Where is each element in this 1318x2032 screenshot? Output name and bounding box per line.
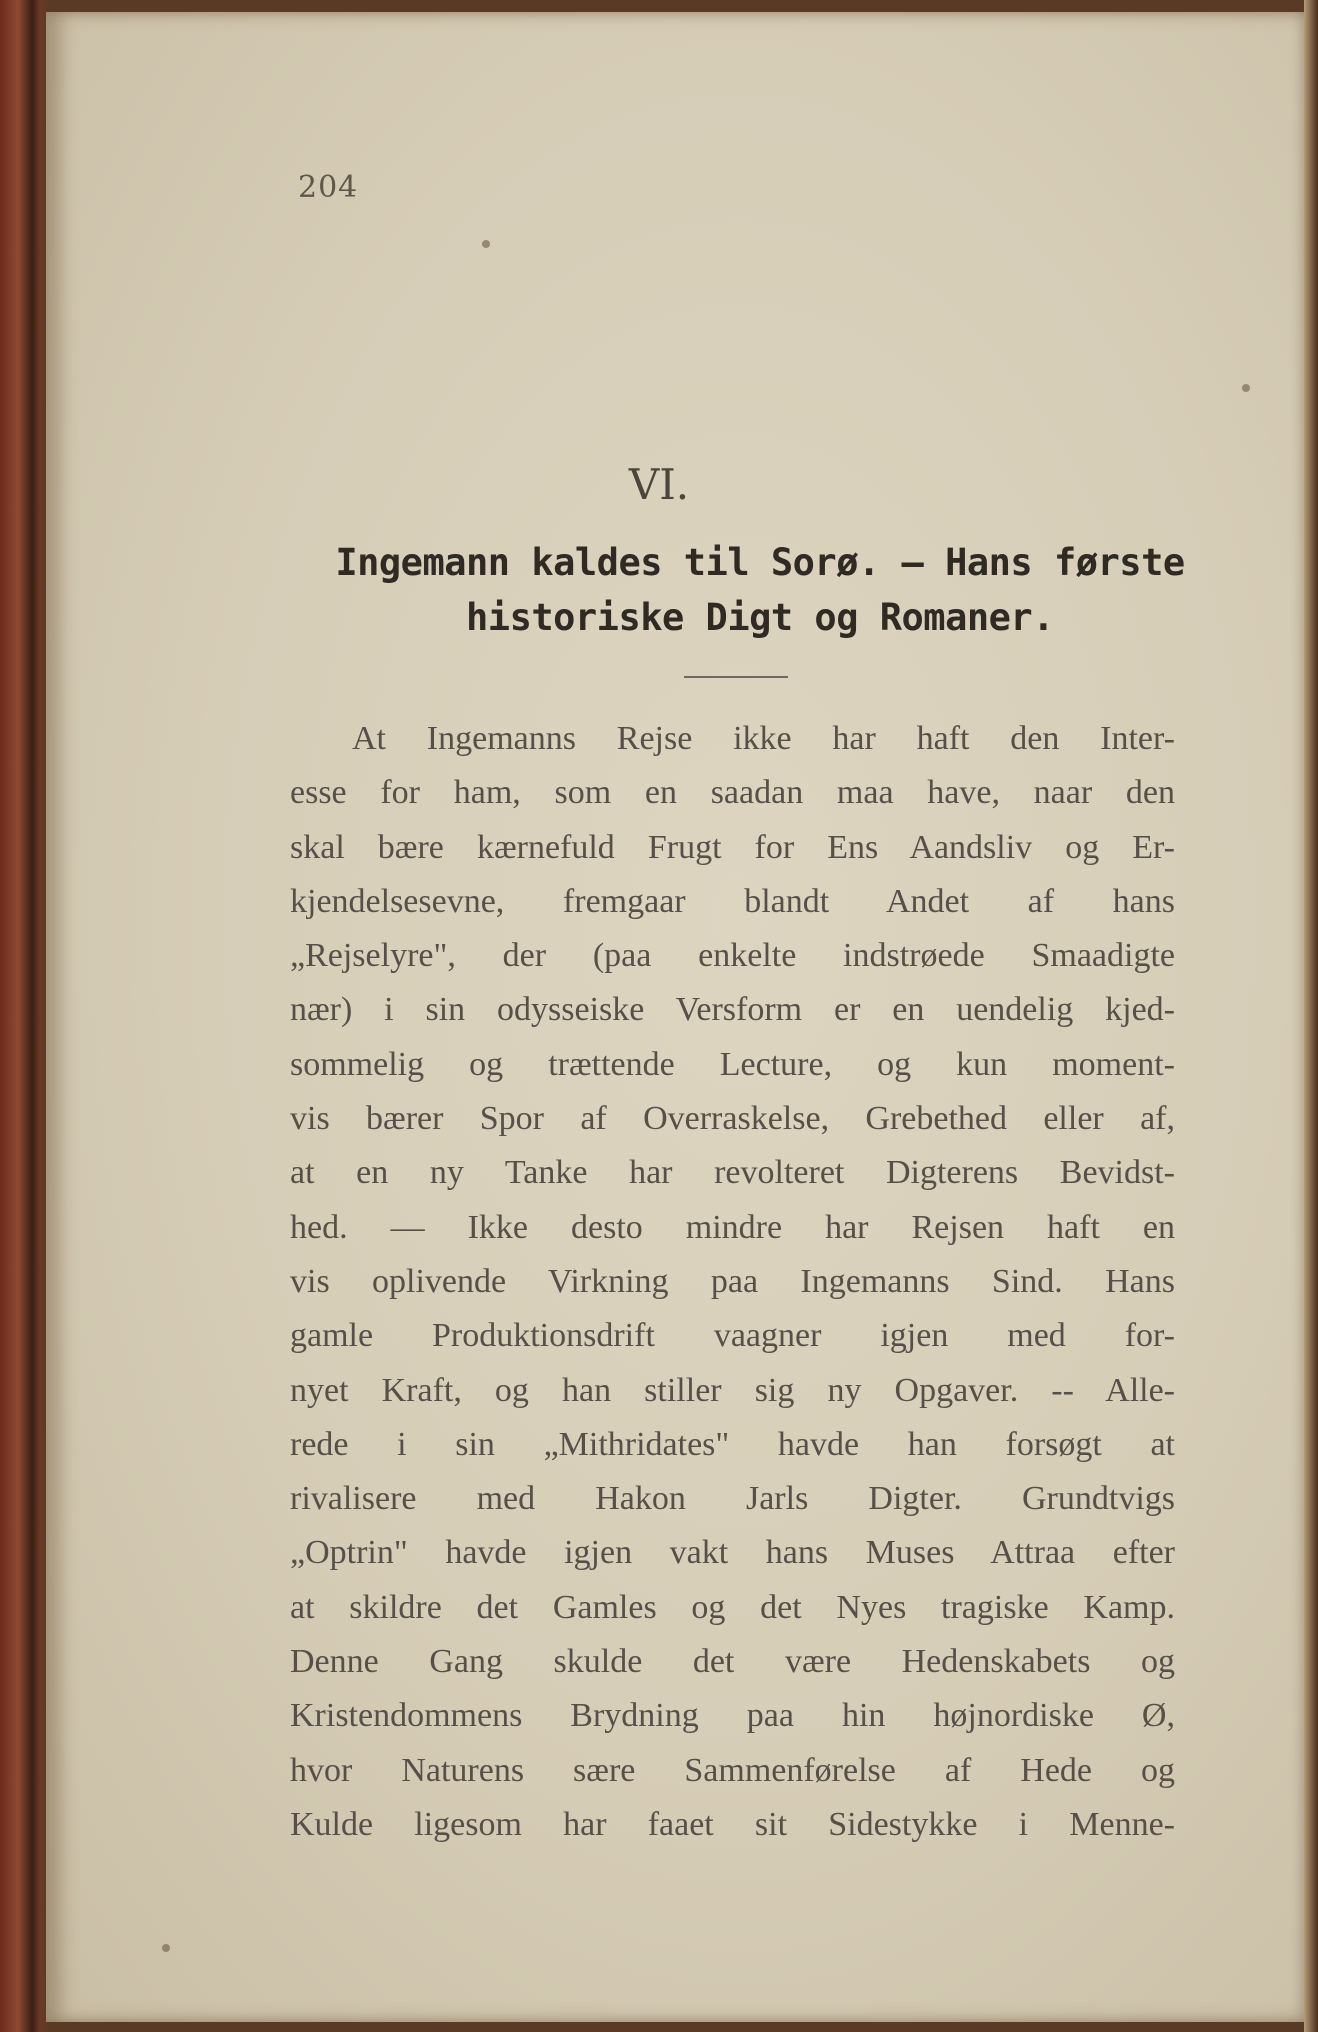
text-line: At Ingemanns Rejse ikke har haft den Inter- (352, 720, 1175, 757)
text-line: Kristendommens Brydning paa hin højnordiske Ø, (290, 1697, 1175, 1735)
text-line: Kulde ligesom har faaet sit Sidestykke i Menne- (290, 1805, 1175, 1843)
text-line: gamle Produktionsdrift vaagner igjen med for- (290, 1317, 1175, 1355)
paper-speck (162, 1944, 170, 1952)
chapter-title-line: Ingemann kaldes til Sorø. — Hans første (335, 541, 1185, 584)
paper-speck (1242, 384, 1250, 392)
text-line: skal bære kærnefuld Frugt for Ens Aandsliv og Er- (290, 828, 1175, 866)
paper-speck (482, 240, 490, 248)
body-text (290, 712, 1175, 1852)
text-line: sommelig og trættende Lecture, og kun moment- (290, 1045, 1175, 1083)
text-line: at en ny Tanke har revolteret Digterens Bevidst- (290, 1154, 1175, 1192)
chapter-number: VI. (628, 460, 690, 509)
text-line: vis bærer Spor af Overraskelse, Grebethed eller af, (290, 1100, 1175, 1138)
text-line: rivalisere med Hakon Jarls Digter. Grundtvigs (290, 1480, 1175, 1518)
text-line: „Optrin" havde igjen vakt hans Muses Attraa efter (290, 1534, 1175, 1572)
text-line: Denne Gang skulde det være Hedenskabets og (290, 1643, 1175, 1681)
text-line: hvor Naturens sære Sammenførelse af Hede og (290, 1751, 1175, 1789)
chapter-title-line: historiske Digt og Romaner. (466, 596, 1054, 639)
text-line: esse for ham, som en saadan maa have, naar den (290, 774, 1175, 812)
title-divider (684, 676, 788, 678)
chapter-title (330, 535, 1190, 645)
text-line: nær) i sin odysseiske Versform er en uendelig kjed- (290, 991, 1175, 1029)
text-line: „Rejselyre", der (paa enkelte indstrøede Smaadigte (290, 937, 1175, 975)
text-line: kjendelsesevne, fremgaar blandt Andet af hans (290, 882, 1175, 920)
text-line: at skildre det Gamles og det Nyes tragiske Kamp. (290, 1588, 1175, 1626)
text-line: vis oplivende Virkning paa Ingemanns Sind. Hans (290, 1262, 1175, 1300)
text-line: rede i sin „Mithridates" havde han forsøgt at (290, 1425, 1175, 1463)
text-line: hed. — Ikke desto mindre har Rejsen haft en (290, 1208, 1175, 1246)
page-number: 204 (298, 170, 359, 205)
page-edge (1304, 0, 1318, 2032)
text-line: nyet Kraft, og han stiller sig ny Opgaver. -- Alle- (290, 1371, 1175, 1409)
